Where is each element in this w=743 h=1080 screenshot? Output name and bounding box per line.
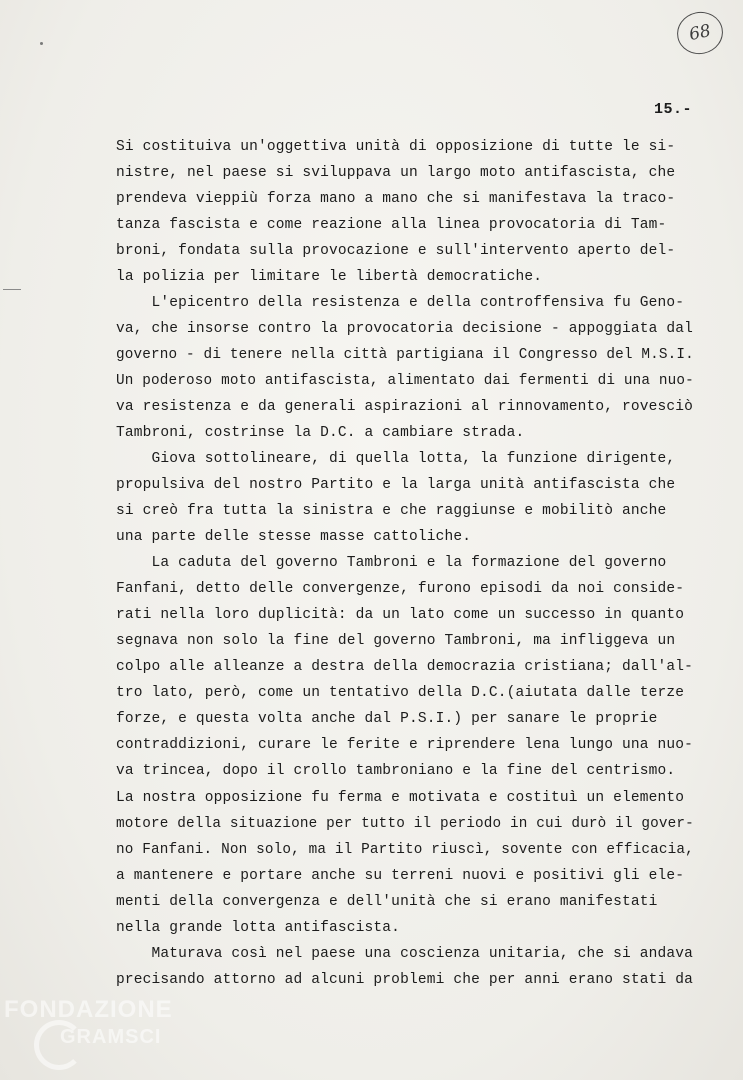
text-line: una parte delle stesse masse cattoliche. xyxy=(116,529,472,546)
text-line: no Fanfani. Non solo, ma il Partito riuscì, sovente con efficacia, xyxy=(116,841,694,858)
watermark-logo xyxy=(4,996,224,1076)
text-line: tanza fascista e come reazione alla linea provocatoria di Tam- xyxy=(116,217,667,234)
text-line: nella grande lotta antifascista. xyxy=(116,919,401,936)
text-line: va trincea, dopo il crollo tambroniano e la fine del centrismo. xyxy=(116,763,676,780)
text-line: va resistenza e da generali aspirazioni al rinnovamento, rovesciò xyxy=(116,399,694,416)
text-line: a mantenere e portare anche su terreni nuovi e positivi gli ele- xyxy=(116,867,685,884)
text-line: prendeva vieppiù forza mano a mano che si manifestava la traco- xyxy=(116,191,676,208)
text-line: contraddizioni, curare le ferite e riprendere lena lungo una nuo- xyxy=(116,737,694,754)
text-line: nistre, nel paese si sviluppava un largo moto antifascista, che xyxy=(116,165,676,182)
text-line: tro lato, però, come un tentativo della D.C.(aiutata dalle terze xyxy=(116,685,685,702)
text-line: La caduta del governo Tambroni e la formazione del governo xyxy=(116,555,667,572)
text-line: motore della situazione per tutto il periodo in cui durò il gover- xyxy=(116,815,694,832)
text-line: si creò fra tutta la sinistra e che raggiunse e mobilitò anche xyxy=(116,503,667,520)
margin-mark xyxy=(3,289,21,290)
text-line: segnava non solo la fine del governo Tambroni, ma infliggeva un xyxy=(116,633,676,650)
text-line: Giova sottolineare, di quella lotta, la funzione dirigente, xyxy=(116,451,676,468)
paper-speck xyxy=(40,42,43,45)
text-line: la polizia per limitare le libertà democratiche. xyxy=(116,269,543,286)
text-line: broni, fondata sulla provocazione e sull'intervento aperto del- xyxy=(116,243,676,260)
text-line: rati nella loro duplicità: da un lato come un successo in quanto xyxy=(116,607,685,624)
text-line: va, che insorse contro la provocatoria decisione - appoggiata dal xyxy=(116,321,694,338)
text-line: L'epicentro della resistenza e della controffensiva fu Geno- xyxy=(116,295,685,312)
text-line: forze, e questa volta anche dal P.S.I.) per sanare le proprie xyxy=(116,711,658,728)
text-line: Un poderoso moto antifascista, alimentato dai fermenti di una nuo- xyxy=(116,373,694,390)
text-line: propulsiva del nostro Partito e la larga unità antifascista che xyxy=(116,477,676,494)
text-line: colpo alle alleanze a destra della democrazia cristiana; dall'al- xyxy=(116,659,694,676)
text-line: Maturava così nel paese una coscienza unitaria, che si andava xyxy=(116,945,694,962)
text-line: governo - di tenere nella città partigiana il Congresso del M.S.I. xyxy=(116,347,694,364)
text-line: menti della convergenza e dell'unità che si erano manifestati xyxy=(116,893,658,910)
watermark-line2: GRAMSCI xyxy=(60,1026,162,1048)
watermark-line1: FONDAZIONE xyxy=(4,996,173,1023)
text-line: Tambroni, costrinse la D.C. a cambiare strada. xyxy=(116,425,525,442)
text-line: precisando attorno ad alcuni problemi che per anni erano stati da xyxy=(116,971,694,988)
text-line: Si costituiva un'oggettiva unità di opposizione di tutte le si- xyxy=(116,139,676,155)
page-number: 15.- xyxy=(654,101,693,118)
text-line: Fanfani, detto delle convergenze, furono episodi da noi conside- xyxy=(116,581,685,598)
text-line: La nostra opposizione fu ferma e motivata e costituì un elemento xyxy=(116,789,685,806)
archive-page-mark: 68 xyxy=(673,8,727,59)
